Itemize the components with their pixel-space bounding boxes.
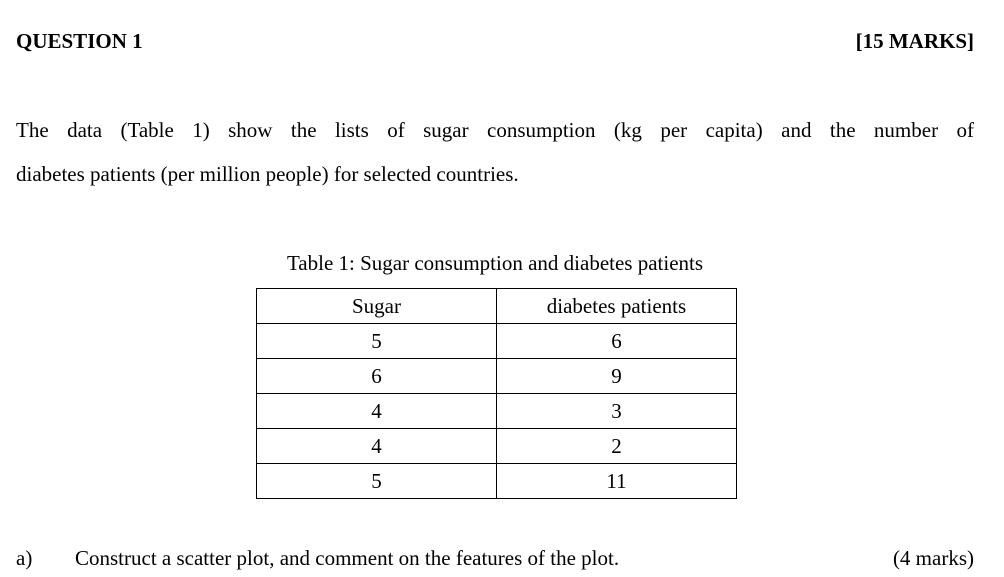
- table-row: [257, 324, 737, 359]
- cell-sugar: 5: [257, 464, 497, 499]
- intro-line-1: The data (Table 1) show the lists of sugar consumption (kg per capita) and the number of: [16, 118, 974, 142]
- cell-diabetes-patients: 3: [496, 394, 736, 429]
- part-a-question: Construct a scatter plot, and comment on the features of the plot.: [75, 546, 620, 570]
- cell-diabetes-patients: 9: [496, 359, 736, 394]
- intro-line-2: diabetes patients (per million people) for selected countries.: [16, 162, 519, 186]
- cell-sugar: 6: [257, 359, 497, 394]
- cell-diabetes-patients: 6: [496, 324, 736, 359]
- table-row: [257, 394, 737, 429]
- data-table: [256, 288, 737, 499]
- question-title: QUESTION 1: [16, 29, 143, 53]
- part-a-marks: (4 marks): [892, 546, 974, 570]
- question-marks: [15 MARKS]: [855, 29, 974, 53]
- cell-diabetes-patients: 2: [496, 429, 736, 464]
- cell-sugar: 4: [257, 429, 497, 464]
- table-row: [257, 359, 737, 394]
- cell-diabetes-patients: 11: [496, 464, 736, 499]
- cell-sugar: 5: [257, 324, 497, 359]
- table-header-row: [257, 289, 737, 324]
- table-row: [257, 464, 737, 499]
- part-a-label: a): [16, 546, 33, 570]
- table-caption: Table 1: Sugar consumption and diabetes patients: [286, 251, 704, 275]
- column-header-diabetes-patients: diabetes patients: [496, 289, 736, 324]
- column-header-sugar: Sugar: [257, 289, 497, 324]
- table-row: [257, 429, 737, 464]
- cell-sugar: 4: [257, 394, 497, 429]
